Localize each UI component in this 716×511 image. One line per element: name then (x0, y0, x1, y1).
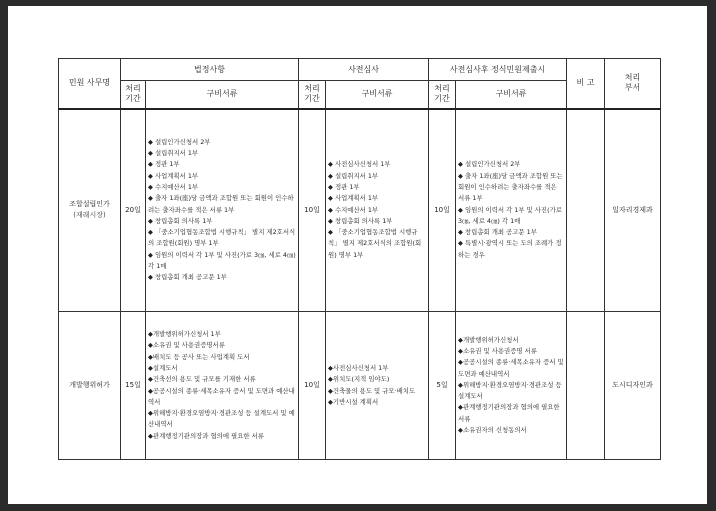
list-item: ◆ 「중소기업협동조합법 시행규칙」 별지 제2호서식의 조합원(회원) 명부 1부 (148, 228, 296, 248)
legal-docs-list (146, 312, 299, 460)
list-item: ◆ 설립인가신청서 2부 (458, 160, 521, 169)
list-item: ◆개발행위허가신청서 1부 (148, 330, 221, 339)
remark-cell (567, 109, 605, 312)
list-item: ◆설계도서 (148, 363, 178, 372)
list-item: ◆ 정관 1부 (148, 160, 180, 169)
list-item: ◆ 설립취지서 1부 (328, 171, 379, 180)
prior-period: 10일 (299, 109, 326, 312)
list-item: ◆소유권 및 사용권증명 서류 (458, 346, 537, 355)
list-item: ◆ 출자 1좌(座)당 금액과 조합원 또는 회원이 인수하려는 출자좌수를 적은 서류 1부 (148, 194, 294, 214)
header-legal-docs: 구비서류 (146, 81, 299, 109)
list-item: ◆ 창립총회 개최 공고문 1부 (458, 228, 537, 237)
list-item: ◆ 사업계획서 1부 (148, 171, 199, 180)
list-item: ◆공공시설의 종류·세목소유자 증서 및 도면과 예산내역서 (148, 386, 295, 406)
header-remark: 비 고 (567, 59, 605, 109)
office-name-cell (59, 109, 121, 312)
list-item: ◆ 사전심사신청서 1부 (328, 160, 391, 169)
list-item: ◆위해방지·환경오염방지·경관조성 등 설계도서 및 예산내역서 (148, 409, 295, 429)
office-name: 조합설립인가 (69, 200, 110, 209)
list-item: ◆ 창립총회 개최 공고문 1부 (148, 273, 227, 282)
header-legal-period: 처리 기간 (121, 81, 146, 109)
list-item: ◆관계행정기관의장과 협의에 필요한 서류 (458, 403, 560, 423)
prior-docs-list (326, 312, 429, 460)
list-item: ◆기반시설 계획서 (328, 397, 379, 406)
header-post-docs: 구비서류 (456, 81, 567, 109)
list-item: ◆관계행정기관의장과 협의에 필요한 서류 (148, 431, 264, 440)
header-post-period: 처리 기간 (429, 81, 456, 109)
office-name-cell (59, 312, 121, 460)
list-item: ◆ 「중소기업협동조합법 시행규칙」 별지 제2호서식의 조합원(회원) 명부 1부 (328, 228, 422, 259)
list-item: ◆개발행위허가신청서 (458, 335, 519, 344)
office-name: 개발행위허가 (69, 380, 110, 389)
header-post: 사전심사후 정식민원제출시 (429, 59, 567, 81)
list-item: ◆ 특별시·광역시 또는 도의 조례가 정하는 경우 (458, 239, 562, 259)
header-prior: 사전심사 (299, 59, 429, 81)
list-item: ◆ 수지예산서 1부 (148, 183, 199, 191)
table-row (59, 312, 661, 460)
list-item: ◆ 설립인가신청서 2부 (148, 137, 211, 146)
list-item: ◆ 정관 1부 (328, 183, 360, 191)
post-period: 10일 (429, 109, 456, 312)
list-item: ◆ 창립총회 의사록 1부 (148, 216, 213, 225)
legal-docs-list (146, 109, 299, 312)
list-item: ◆ 창립총회 의사록 1부 (328, 216, 393, 225)
header-prior-period: 처리 기간 (299, 81, 326, 109)
list-item: ◆ 설립취지서 1부 (148, 149, 199, 158)
list-item: ◆건축선의 용도 및 규모를 기재한 서류 (148, 375, 256, 384)
list-item: ◆소유권자의 신청동의서 (458, 426, 527, 435)
list-item: ◆ 임원의 이력서 각 1부 및 사진(가로 3㎝, 세로 4㎝) 각 1매 (458, 205, 562, 225)
prior-docs-list (326, 109, 429, 312)
list-item: ◆위치도(지적 임야도) (328, 375, 390, 384)
list-item: ◆ 임원의 이력서 각 1부 및 사진(가로 3㎝, 세로 4㎝) 각 1매 (148, 250, 296, 271)
list-item: ◆배치도 등 공사 또는 사업계획 도서 (148, 352, 250, 361)
list-item: ◆위해방지·환경오염방지·경관조성 등 설계도서 (458, 380, 562, 401)
list-item: ◆공공시설의 종류·세목소유자 증서 및 도면과 예산내역서 (458, 358, 564, 378)
civil-affairs-table (58, 58, 661, 460)
list-item: ◆소유권 및 사용권증명서류 (148, 341, 225, 350)
remark-cell (567, 312, 605, 460)
office-name-note: (재래시장) (73, 211, 106, 220)
list-item: ◆ 사업계획서 1부 (328, 194, 379, 203)
legal-period: 20일 (121, 109, 146, 312)
prior-period: 10일 (299, 312, 326, 460)
list-item: ◆건축물의 용도 및 규모·배치도 (328, 386, 416, 395)
list-item: ◆ 수지예산서 1부 (328, 205, 379, 214)
post-docs-list (456, 312, 567, 460)
table-row (59, 109, 661, 312)
post-docs-list (456, 109, 567, 312)
dept-cell: 도시디자인과 (605, 312, 661, 460)
post-period: 5일 (429, 312, 456, 460)
legal-period: 15일 (121, 312, 146, 460)
header-office: 민원 사무명 (59, 59, 121, 109)
dept-cell: 일자리경제과 (605, 109, 661, 312)
document-page (8, 6, 707, 504)
header-handling-dept: 처리 부서 (605, 59, 661, 109)
list-item: ◆사전심사신청서 1부 (328, 363, 389, 372)
list-item: ◆ 출자 1좌(座)당 금액과 조합원 또는 회원이 인수하려는 출자좌수를 적은 서류 1부 (458, 171, 563, 203)
header-prior-docs: 구비서류 (326, 81, 429, 109)
header-legal: 법정사항 (121, 59, 299, 81)
